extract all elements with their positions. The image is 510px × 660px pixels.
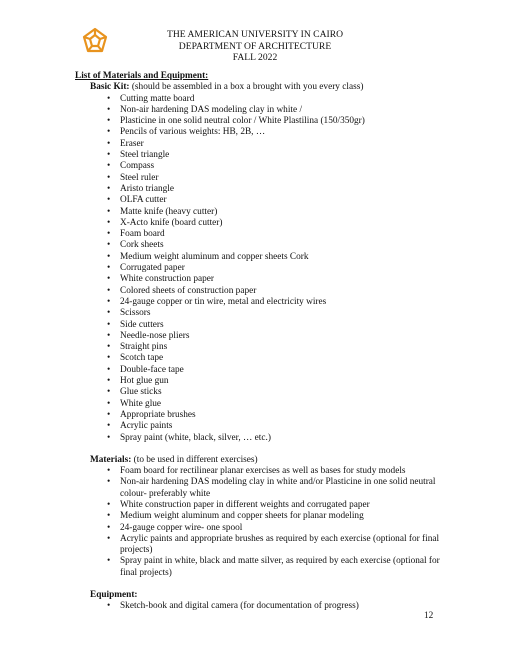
list-item-text: 24-gauge copper or tin wire, metal and electricity wires [120,296,327,307]
bullet-icon: • [107,263,111,274]
list-item [75,331,455,342]
list-item [75,365,455,376]
bullet-icon: • [107,217,111,228]
bullet-icon: • [107,398,111,409]
list-item [75,139,455,150]
list-item [75,94,455,105]
list-item [75,218,455,229]
list-item [75,466,455,477]
bullet-icon: • [107,522,111,533]
bullet-icon: • [107,161,111,172]
list-item [75,421,455,432]
list-item [75,297,455,308]
list-item-text: Acrylic paints [120,421,173,432]
list-item [75,399,455,410]
list-item [75,308,455,319]
list-item [75,477,455,500]
list-item [75,229,455,240]
bullet-icon: • [107,251,111,262]
list-item-text: Acrylic paints and appropriate brushes as required by each exercise (optional for final projects) [120,533,440,556]
list-item [75,263,455,274]
list-item-text: White construction paper in different weights and corrugated paper [120,499,370,510]
list-item-text: Needle-nose pliers [120,330,190,341]
bullet-icon: • [107,466,111,477]
bullet-icon: • [107,601,111,612]
list-item [75,127,455,138]
list-item [75,433,455,444]
list-item [75,601,455,612]
bullet-icon: • [107,195,111,206]
bullet-icon: • [107,296,111,307]
list-item [75,523,455,534]
document-body [75,71,455,613]
list-item-text: Appropriate brushes [120,409,196,420]
bullet-icon: • [107,116,111,127]
list-item [75,116,455,127]
list-item-text: Steel triangle [120,150,170,161]
list-title: List of Materials and Equipment: [75,71,209,81]
bullet-icon: • [107,342,111,353]
list-item-text: Eraser [120,138,144,149]
list-item [75,511,455,522]
list-item-text: 24-gauge copper wire- one spool [120,522,243,533]
list-item-text: Aristo triangle [120,183,174,194]
bullet-icon: • [107,183,111,194]
bullet-icon: • [107,138,111,149]
list-item [75,184,455,195]
list-item-text: Straight pins [120,342,168,353]
list-item-text: Glue sticks [120,387,162,398]
list-item-text: Scissors [120,308,151,319]
list-item-text: Cutting matte board [120,93,195,104]
equipment-title: Equipment: [90,590,138,601]
list-item-text: Hot glue gun [120,376,169,387]
list-item-text: Non-air hardening DAS modeling clay in white and/or Plasticine in one solid neutral colour- preferably white [120,477,436,499]
basic-kit-list [75,94,455,444]
bullet-icon: • [107,353,111,364]
list-item-text: Plasticine in one solid neutral color / White Plastilina (150/350gr) [120,116,365,127]
basic-kit-heading [90,82,455,93]
list-item-text: Non-air hardening DAS modeling clay in white / [120,104,303,115]
bullet-icon: • [107,206,111,217]
list-item-text: Spray paint in white, black and matte silver, as required by each exercise (optional for final projects) [120,556,440,578]
bullet-icon: • [107,477,111,488]
list-item [75,207,455,218]
list-item [75,320,455,331]
list-item [75,240,455,251]
bullet-icon: • [107,387,111,398]
bullet-icon: • [107,432,111,443]
bullet-icon: • [107,499,111,510]
bullet-icon: • [107,319,111,330]
list-item [75,556,455,579]
list-item-text: Matte knife (heavy cutter) [120,206,218,217]
bullet-icon: • [107,172,111,183]
bullet-icon: • [107,150,111,161]
list-item [75,173,455,184]
university-name: THE AMERICAN UNIVERSITY IN CAIRO [166,29,344,40]
list-item [75,150,455,161]
term: FALL 2022 [232,52,278,63]
list-item [75,376,455,387]
basic-kit-title: Basic Kit: [90,82,130,93]
equipment-heading [90,590,455,601]
bullet-icon: • [107,330,111,341]
materials-note: (to be used in different exercises) [131,454,258,465]
equipment-list [75,601,455,612]
bullet-icon: • [107,274,111,285]
bullet-icon: • [107,93,111,104]
list-item [75,342,455,353]
list-item-text: Foam board for rectilinear planar exercises as well as bases for study models [120,466,406,477]
bullet-icon: • [107,285,111,296]
list-item [75,353,455,364]
document-header [0,29,510,64]
materials-heading [90,455,455,466]
department-name: DEPARTMENT OF ARCHITECTURE [178,40,332,52]
list-item [75,387,455,398]
list-item-text: Steel ruler [120,172,159,183]
bullet-icon: • [107,533,111,544]
list-item-text: Medium weight aluminum and copper sheets for planar modeling [120,511,364,522]
list-item [75,286,455,297]
bullet-icon: • [107,421,111,432]
materials-list [75,466,455,579]
bullet-icon: • [107,364,111,375]
list-item [75,161,455,172]
list-item [75,252,455,263]
list-item-text: Compass [120,161,155,172]
list-item-text: Colored sheets of construction paper [120,285,257,296]
list-item-text: White construction paper [120,274,214,285]
list-item-text: Double-face tape [120,364,184,375]
bullet-icon: • [107,556,111,567]
basic-kit-note: (should be assembled in a box a brought with you every class) [129,82,364,93]
list-item-text: White glue [120,398,162,409]
list-item [75,274,455,285]
list-item [75,534,455,557]
list-item-text: X-Acto knife (board cutter) [120,217,223,228]
list-item-text: Spray paint (white, black, silver, … etc.) [120,432,271,443]
materials-title: Materials: [90,454,132,465]
bullet-icon: • [107,104,111,115]
bullet-icon: • [107,511,111,522]
list-item-text: Medium weight aluminum and copper sheets Cork [120,251,309,262]
list-item [75,500,455,511]
list-item [75,410,455,421]
page-number: 12 [424,611,434,621]
list-item [75,195,455,206]
list-item-text: Cork sheets [120,240,164,251]
bullet-icon: • [107,308,111,319]
list-item-text: Corrugated paper [120,263,185,274]
list-item-text: Foam board [120,229,165,240]
bullet-icon: • [107,376,111,387]
bullet-icon: • [107,127,111,138]
bullet-icon: • [107,229,111,240]
list-item [75,105,455,116]
bullet-icon: • [107,409,111,420]
bullet-icon: • [107,240,111,251]
list-item-text: Pencils of various weights: HB, 2B, … [120,127,266,138]
list-item-text: Side cutters [120,319,164,330]
list-item-text: Sketch-book and digital camera (for documentation of progress) [120,601,359,612]
list-item-text: OLFA cutter [120,195,167,206]
list-item-text: Scotch tape [120,353,164,364]
